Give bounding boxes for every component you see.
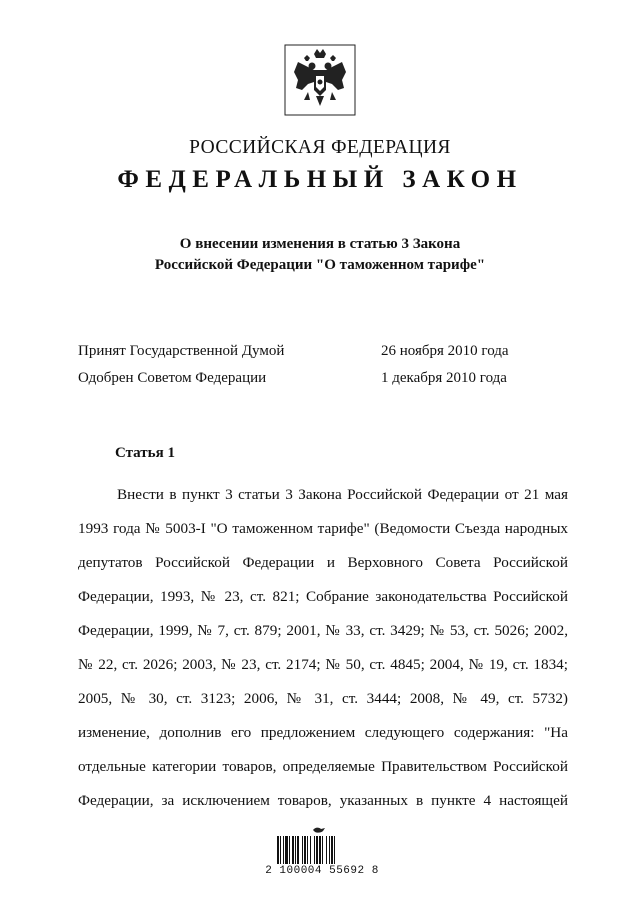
barcode-number: 2 100004 55692 8 [265, 865, 379, 877]
article-line: Внести в пункт 3 статьи 3 Закона Российской Федерации от 21 мая [117, 486, 568, 503]
article-line: 2005, № 30, ст. 3123; 2006, № 31, ст. 3444; 2008, № 49, ст. 5732) [78, 690, 568, 707]
article-line: Федерации, 1993, № 23, ст. 821; Собрание законодательства Российской [78, 588, 568, 605]
article-line: Федерации, за исключением товаров, указанных в пункте 4 настоящей [78, 792, 568, 809]
article-line: Федерации, 1999, № 7, ст. 879; 2001, № 33, ст. 3429; № 53, ст. 5026; 2002, [78, 622, 568, 639]
article-line: депутатов Российской Федерации и Верховного Совета Российской [78, 554, 568, 571]
law-type: ФЕДЕРАЛЬНЫЙ ЗАКОН [117, 166, 523, 193]
barcode-icon [275, 826, 365, 866]
adopted-by-duma-date: 26 ноября 2010 года [381, 343, 509, 359]
law-title-line-2: Российской Федерации "О таможенном тарифе" [154, 257, 486, 273]
country-name: РОССИЙСКАЯ ФЕДЕРАЦИЯ [189, 137, 451, 158]
russian-coat-of-arms-icon [284, 44, 356, 116]
article-heading: Статья 1 [115, 445, 175, 461]
article-body [78, 478, 568, 818]
article-line: отдельные категории товаров, определяемые Правительством Российской [78, 758, 568, 775]
article-line: 1993 года № 5003-I "О таможенном тарифе" (Ведомости Съезда народных [78, 520, 568, 537]
law-title-line-1: О внесении изменения в статью 3 Закона [179, 236, 461, 252]
approved-by-council-date: 1 декабря 2010 года [381, 370, 507, 386]
emblem [284, 44, 356, 116]
approved-by-council-label: Одобрен Советом Федерации [78, 370, 267, 386]
article-line: № 22, ст. 2026; 2003, № 23, ст. 2174; № 50, ст. 4845; 2004, № 19, ст. 1834; [78, 656, 568, 673]
adopted-by-duma-label: Принят Государственной Думой [78, 343, 285, 359]
article-line: изменение, дополнив его предложением следующего содержания: "На [78, 724, 568, 741]
